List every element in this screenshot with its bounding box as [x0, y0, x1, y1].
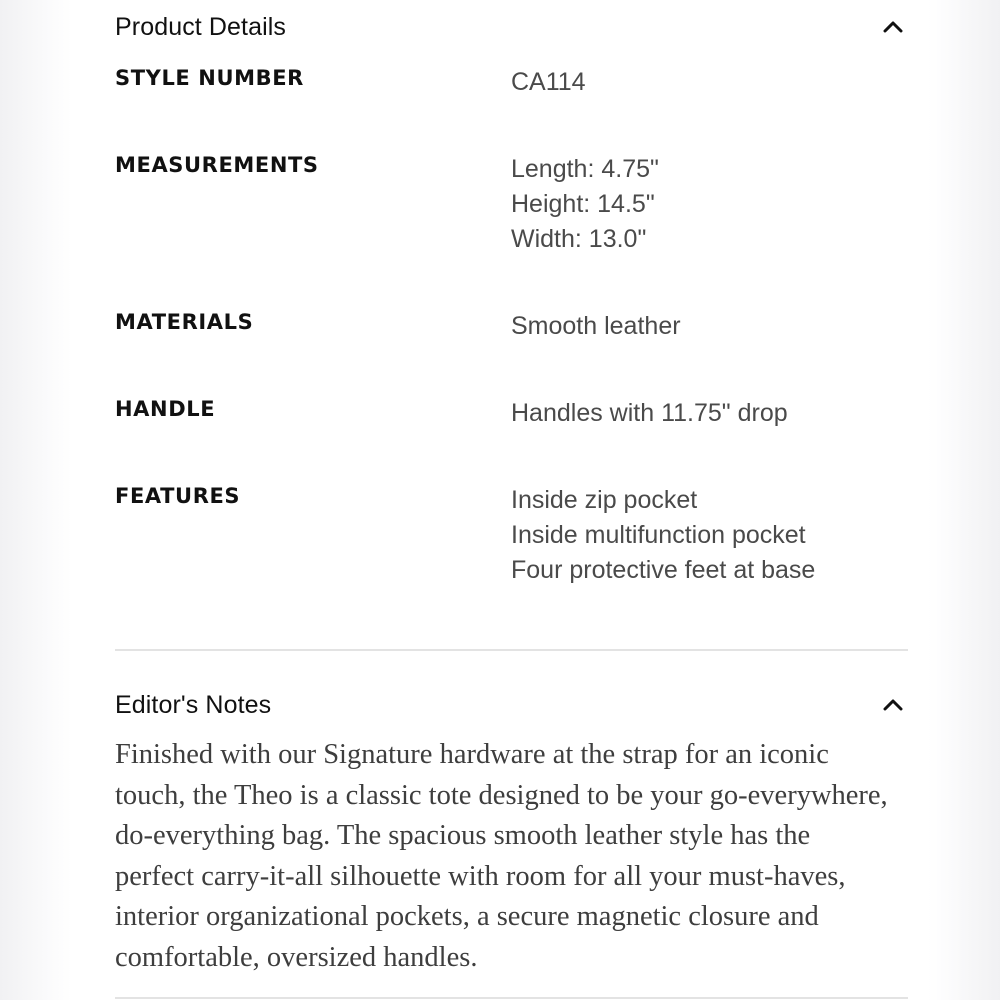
measurement-width: Width: 13.0" [511, 225, 647, 253]
feature-item: Four protective feet at base [511, 556, 816, 584]
detail-label-style-number: STYLE NUMBER [115, 66, 304, 90]
detail-label-measurements: MEASUREMENTS [115, 153, 319, 177]
measurement-height: Height: 14.5" [511, 190, 655, 218]
measurement-length: Length: 4.75" [511, 155, 659, 183]
style-number-value: CA114 [511, 68, 586, 96]
handle-value: Handles with 11.75" drop [511, 399, 788, 427]
detail-value-handle [511, 396, 788, 431]
editors-notes-title: Editor's Notes [115, 690, 272, 719]
notes-line: do-everything bag. The spacious smooth leather style has the [115, 820, 811, 851]
notes-line: touch, the Theo is a classic tote designed to be your go-everywhere, [115, 779, 888, 811]
materials-value: Smooth leather [511, 312, 681, 340]
chevron-up-icon[interactable] [878, 690, 908, 720]
editors-notes-header[interactable] [115, 685, 908, 725]
section-divider [115, 649, 908, 651]
feature-item: Inside multifunction pocket [511, 521, 806, 549]
feature-item: Inside zip pocket [511, 486, 698, 514]
detail-value-features [511, 483, 815, 588]
notes-line: Finished with our Signature hardware at the strap for an iconic [115, 739, 829, 770]
detail-value-measurements [511, 152, 659, 257]
product-info-panel [72, 0, 928, 1000]
product-details-header[interactable] [115, 7, 908, 47]
chevron-up-icon[interactable] [878, 12, 908, 42]
detail-value-materials [511, 309, 681, 344]
detail-value-style-number [511, 65, 586, 100]
notes-line: perfect carry-it-all silhouette with room for all your must-haves, [115, 860, 846, 892]
editors-notes-body [115, 735, 915, 978]
detail-label-features: FEATURES [115, 484, 241, 508]
product-details-title: Product Details [115, 12, 287, 41]
detail-label-materials: MATERIALS [115, 310, 254, 334]
notes-line: comfortable, oversized handles. [115, 941, 478, 973]
section-divider [115, 997, 908, 999]
detail-label-handle: HANDLE [115, 397, 216, 421]
notes-line: interior organizational pockets, a secure magnetic closure and [115, 901, 819, 932]
